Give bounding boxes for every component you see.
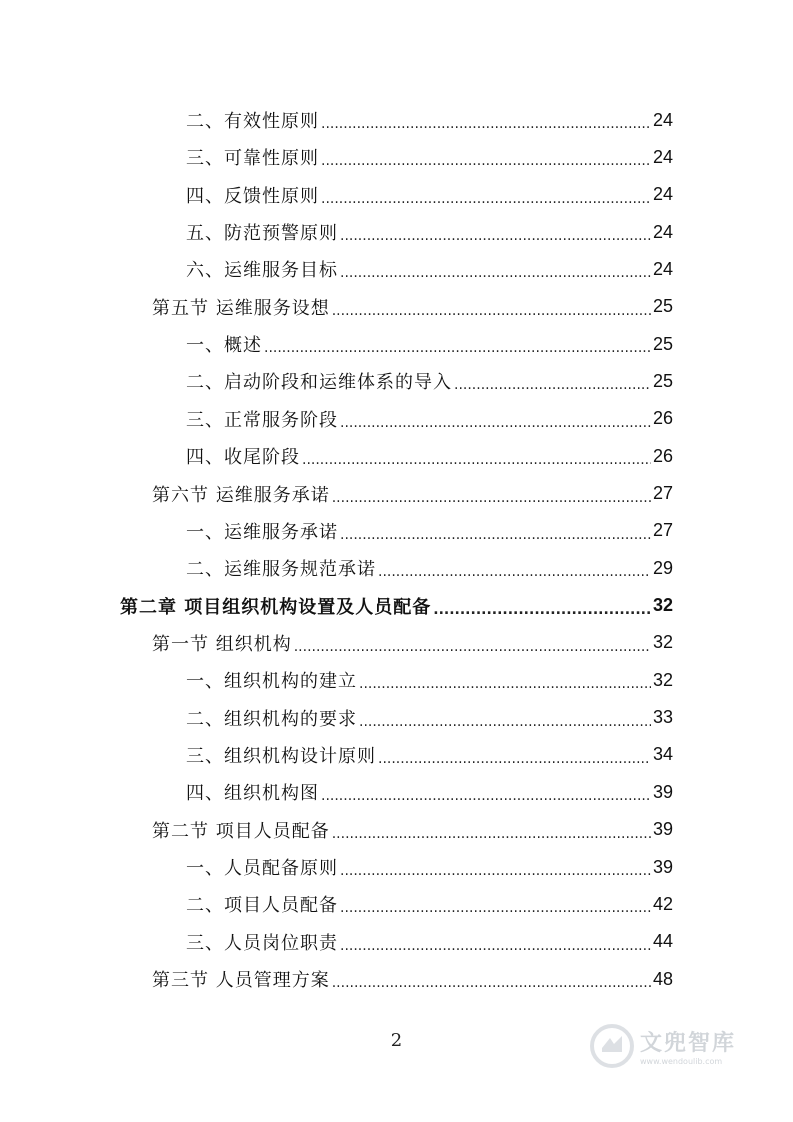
toc-entry-page: 32	[652, 669, 673, 690]
toc-entry-title: 三、组织机构设计原则	[186, 745, 376, 767]
toc-entry[interactable]	[152, 289, 673, 325]
toc-leader-dots	[321, 191, 651, 207]
toc-entry[interactable]	[152, 961, 673, 997]
toc-leader-dots	[340, 900, 651, 916]
toc-entry-page: 27	[652, 483, 673, 503]
toc-entry-title: 二、启动阶段和运维体系的导入	[186, 372, 452, 394]
toc-entry-title: 第二章 项目组织机构设置及人员配备	[120, 596, 432, 618]
toc-leader-dots	[321, 153, 651, 169]
toc-leader-dots	[340, 527, 651, 543]
toc-leader-dots	[332, 303, 651, 319]
toc-entry-title: 一、组织机构的建立	[186, 671, 357, 693]
toc-entry-title: 第二节 项目人员配备	[152, 820, 330, 842]
toc-entry-page: 24	[652, 109, 673, 130]
toc-entry[interactable]	[186, 363, 673, 399]
toc-leader-dots	[340, 415, 651, 431]
toc-leader-dots	[294, 639, 651, 655]
toc-entry[interactable]	[186, 700, 673, 736]
toc-leader-dots	[359, 676, 651, 692]
toc-entry[interactable]	[186, 849, 673, 885]
watermark	[588, 1018, 758, 1074]
toc-entry[interactable]	[186, 662, 673, 698]
toc-leader-dots	[302, 452, 651, 468]
toc-entry[interactable]	[152, 812, 673, 848]
toc-entry-page: 25	[652, 296, 673, 317]
toc-entry-title: 一、概述	[186, 335, 262, 357]
toc-entry-page: 39	[652, 781, 673, 802]
toc-entry-title: 三、可靠性原则	[186, 148, 319, 170]
toc-entry-page: 27	[652, 520, 673, 541]
toc-entry-page: 24	[652, 258, 673, 279]
toc-entry-page: 24	[652, 146, 673, 167]
toc-entry[interactable]	[186, 214, 673, 250]
toc-entry[interactable]	[186, 737, 673, 773]
toc-entry-page: 48	[652, 968, 673, 989]
toc-entry[interactable]	[186, 102, 673, 138]
toc-leader-dots	[340, 938, 651, 954]
toc-leader-dots	[340, 228, 651, 244]
toc-leader-dots	[264, 340, 651, 356]
toc-leader-dots	[321, 788, 651, 804]
toc-entry[interactable]	[186, 886, 673, 922]
toc-entry-page: 26	[652, 445, 673, 466]
toc-entry-page: 29	[652, 557, 673, 578]
toc-entry[interactable]	[186, 401, 673, 437]
toc-leader-dots	[433, 602, 651, 618]
watermark-url: www.wendoulib.com	[640, 1057, 723, 1066]
toc-entry-title: 一、人员配备原则	[186, 858, 338, 879]
toc-entry[interactable]	[186, 251, 673, 287]
toc-entry-title: 第三节 人员管理方案	[152, 970, 330, 992]
toc-entry-title: 一、运维服务承诺	[186, 521, 338, 543]
toc-entry-page: 33	[652, 707, 673, 728]
toc-entry[interactable]	[152, 625, 673, 661]
toc-entry-page: 39	[652, 856, 673, 877]
toc-entry-title: 四、收尾阶段	[186, 447, 300, 469]
toc-entry-title: 三、人员岗位职责	[186, 932, 338, 954]
toc-leader-dots	[332, 975, 651, 991]
toc-entry-page: 32	[652, 632, 673, 653]
toc-entry-page: 24	[652, 184, 673, 205]
toc-leader-dots	[454, 377, 651, 393]
toc-leader-dots	[359, 714, 651, 730]
toc-entry-page: 42	[652, 893, 673, 914]
toc-entry-title: 四、反馈性原则	[186, 185, 319, 207]
toc-entry-page: 44	[652, 931, 673, 952]
toc-entry[interactable]	[152, 476, 673, 512]
toc-entry-title: 第六节 运维服务承诺	[152, 484, 330, 506]
toc-leader-dots	[340, 265, 651, 281]
toc-leader-dots	[340, 863, 651, 879]
toc-leader-dots	[321, 116, 651, 132]
toc-entry-title: 二、组织机构的要求	[186, 708, 357, 730]
wendou-logo-icon	[588, 1022, 636, 1070]
page-number: 2	[390, 1030, 403, 1051]
toc-entry-page: 26	[652, 408, 673, 429]
toc-entry-title: 第五节 运维服务设想	[152, 297, 330, 319]
toc-entry-title: 三、正常服务阶段	[186, 409, 338, 431]
toc-leader-dots	[332, 826, 651, 842]
toc-entry[interactable]	[186, 550, 673, 586]
toc-leader-dots	[332, 490, 651, 506]
toc-entry-title: 第一节 组织机构	[152, 633, 292, 655]
toc-entry[interactable]	[186, 438, 673, 474]
toc-entry[interactable]	[186, 513, 673, 549]
toc-entry-page: 32	[652, 595, 673, 616]
toc-entry-page: 24	[652, 221, 673, 242]
watermark-name: 文兜智库	[640, 1031, 737, 1056]
toc-entry[interactable]	[186, 774, 673, 810]
toc-entry-page: 25	[652, 370, 673, 391]
toc-entry-page: 25	[652, 333, 673, 354]
toc-entry-title: 五、防范预警原则	[186, 223, 338, 245]
toc-entry[interactable]	[186, 177, 673, 213]
toc-entry[interactable]	[186, 326, 673, 362]
toc-leader-dots	[378, 564, 651, 580]
toc-leader-dots	[378, 751, 651, 767]
toc-entry-title: 二、有效性原则	[186, 111, 319, 132]
toc-entry[interactable]	[186, 924, 673, 960]
toc-entry-title: 二、运维服务规范承诺	[186, 559, 376, 581]
toc-entry-page: 34	[652, 744, 673, 765]
toc-entry-page: 39	[652, 819, 673, 840]
toc-entry[interactable]	[186, 139, 673, 175]
toc-entry[interactable]	[120, 588, 673, 624]
toc-entry-title: 六、运维服务目标	[186, 260, 338, 282]
toc-entry-title: 四、组织机构图	[186, 783, 319, 805]
toc-entry-title: 二、项目人员配备	[186, 895, 338, 917]
